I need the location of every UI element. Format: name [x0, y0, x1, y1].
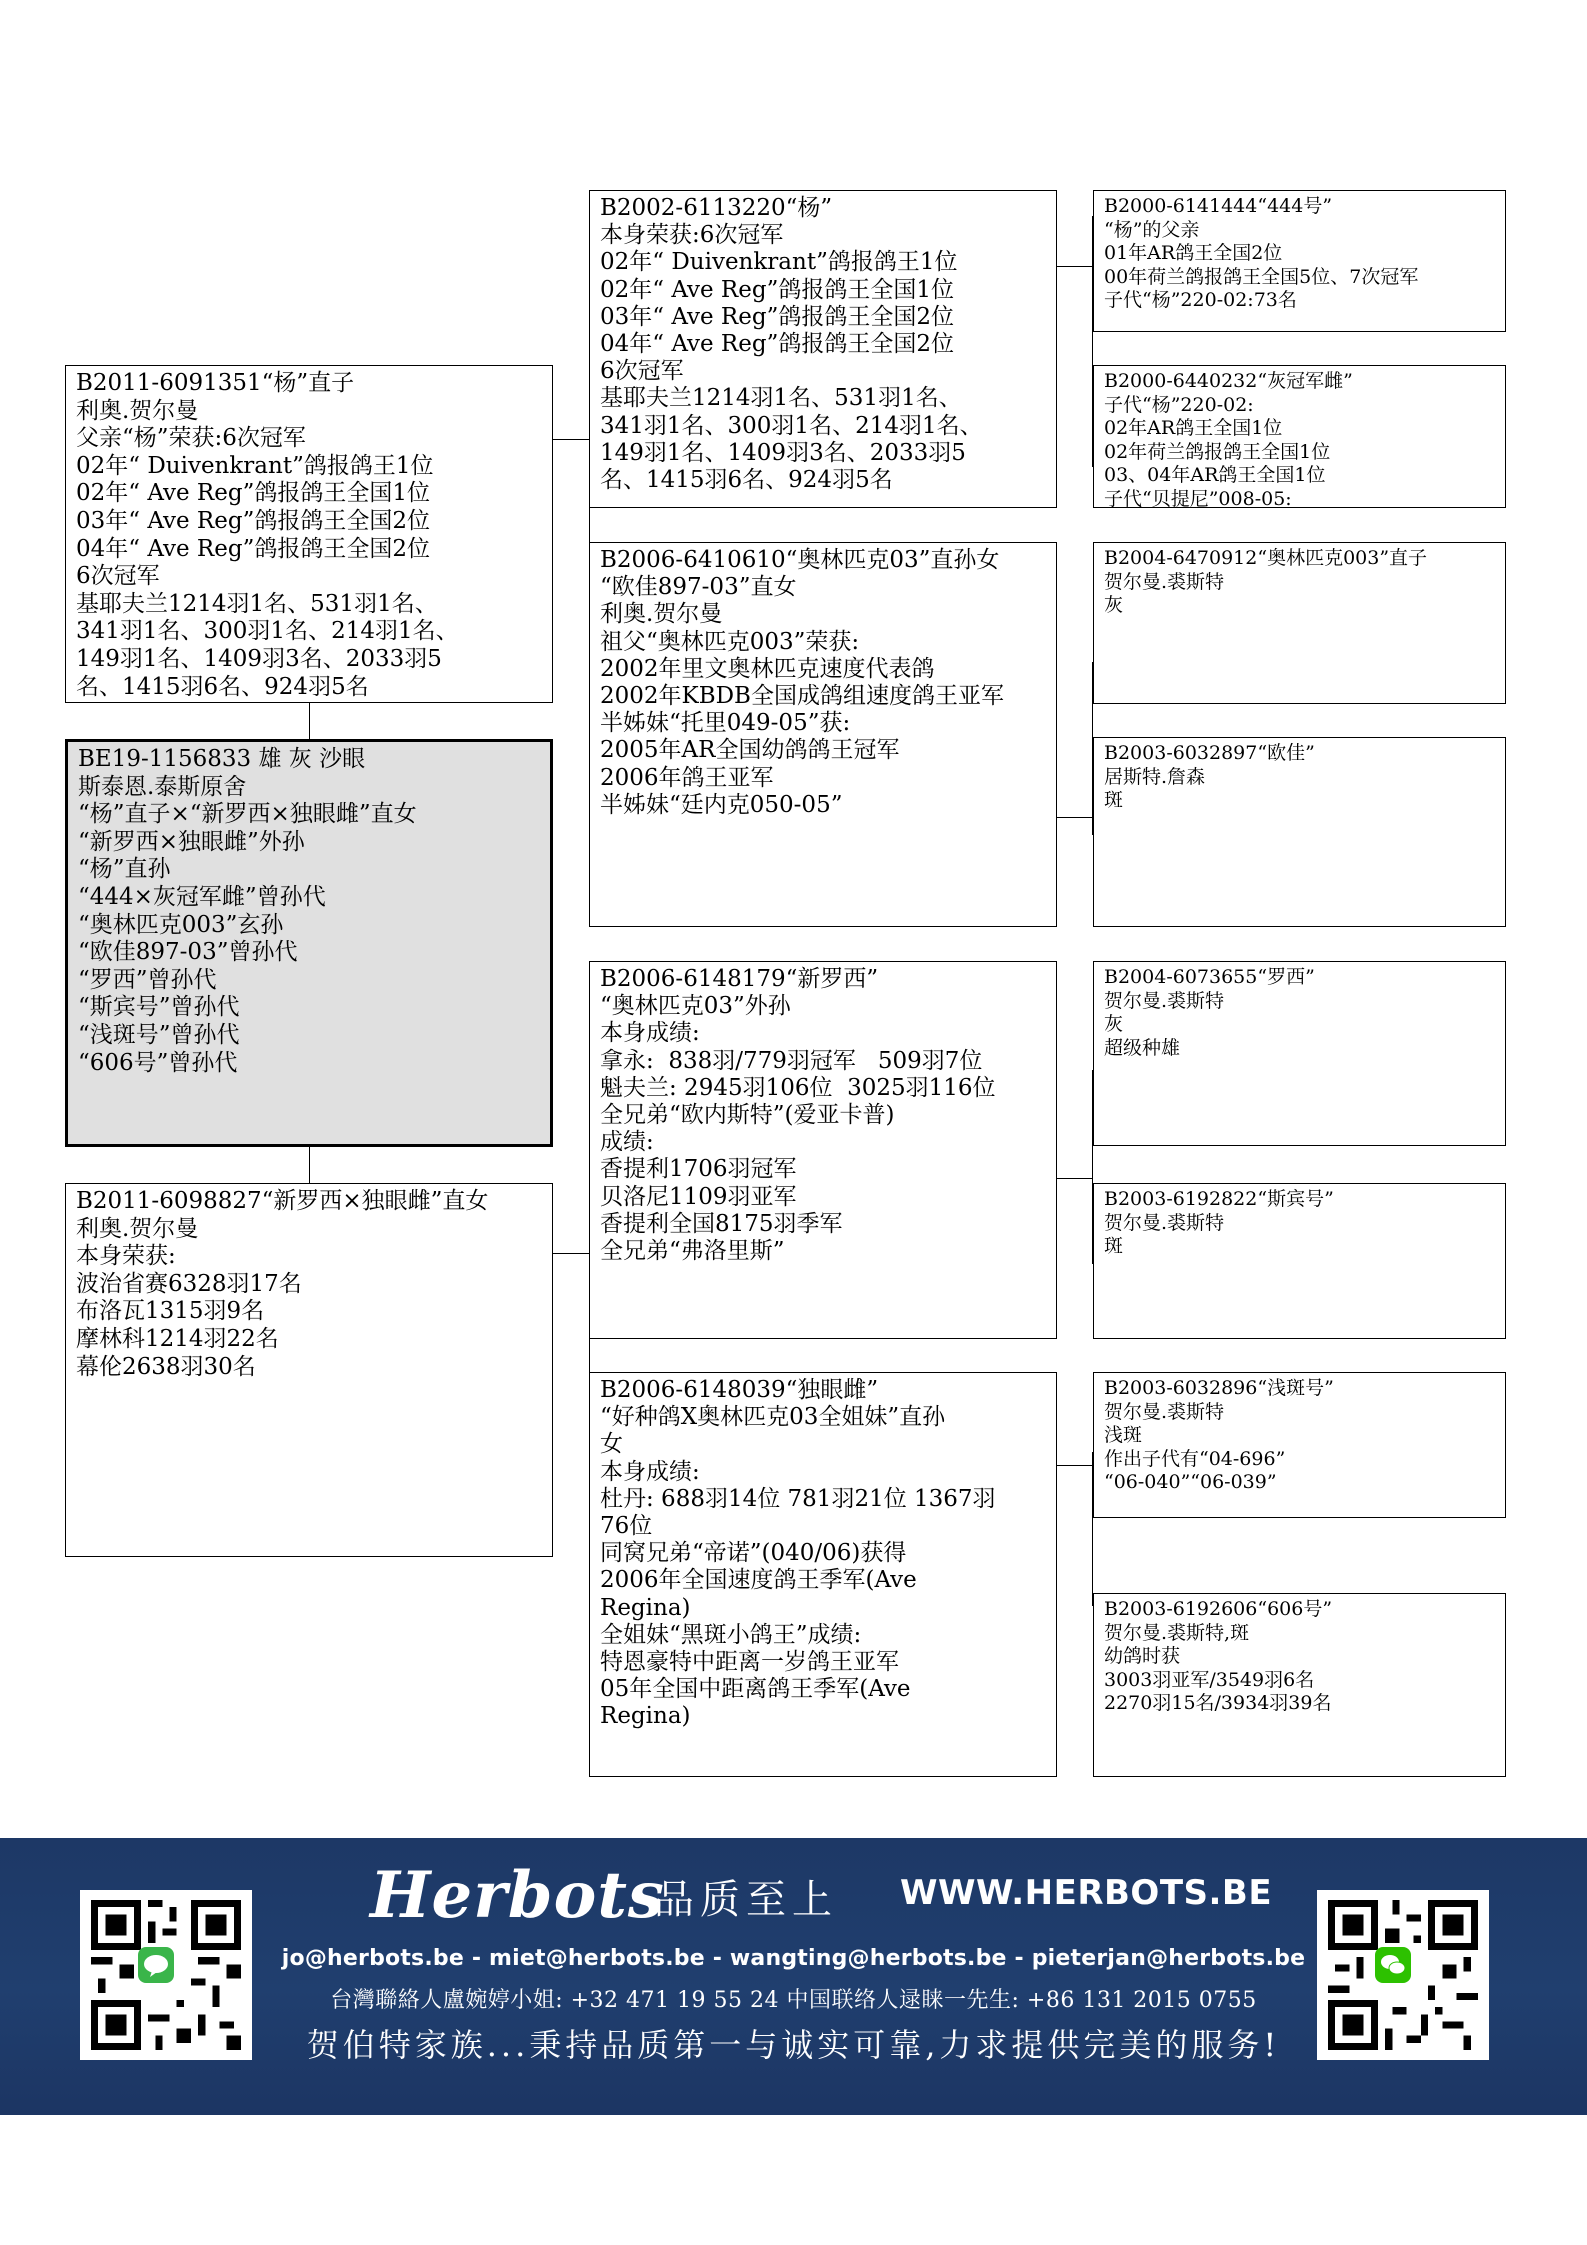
- card-line: B2000-6440232“灰冠军雌”: [1104, 370, 1353, 392]
- card-line: B2000-6141444“444号”: [1104, 195, 1333, 217]
- dam-dam-card: [589, 1372, 1057, 1777]
- card-line: 祖父“奥林匹克003”荣获:: [600, 628, 860, 655]
- card-line: 女: [600, 1431, 623, 1458]
- card-line: 6次冠军: [600, 358, 684, 385]
- card-line: 全兄弟“欧内斯特”(爱亚卡普): [600, 1102, 895, 1129]
- card-line: 2006年鸽王亚军: [600, 764, 774, 791]
- card-line: 6次冠军: [76, 563, 160, 590]
- card-line: 本身荣获:: [76, 1243, 176, 1270]
- sire-card: [65, 365, 553, 703]
- card-line: 02年“ Duivenkrant”鸽报鸽王1位: [600, 249, 958, 276]
- card-line: B2003-6032897“欧佳”: [1104, 742, 1315, 764]
- subject-card: [65, 739, 553, 1147]
- card-line: 03年“ Ave Reg”鸽报鸽王全国2位: [76, 507, 430, 534]
- connector: [1056, 1465, 1092, 1466]
- card-line: “斯宾号”曾孙代: [78, 994, 240, 1021]
- card-line: 本身成绩:: [600, 1458, 700, 1485]
- card-line: “奥林匹克003”玄孙: [78, 911, 284, 938]
- card-line: 2270羽15名/3934羽39名: [1104, 1692, 1332, 1715]
- card-line: 居斯特.詹森: [1104, 765, 1206, 788]
- card-line: B2006-6410610“奥林匹克03”直孙女: [600, 547, 1000, 573]
- card-line: 02年荷兰鸽报鸽王全国1位: [1104, 440, 1331, 463]
- card-line: 布洛瓦1315羽9名: [76, 1298, 265, 1325]
- card-line: “606号”曾孙代: [78, 1049, 238, 1076]
- card-line: 幼鸽时获: [1104, 1645, 1181, 1668]
- card-line: 01年AR鸽王全国2位: [1104, 242, 1283, 265]
- card-line: B2003-6192822“斯宾号”: [1104, 1188, 1334, 1210]
- ancestor-card: [1093, 1593, 1506, 1777]
- connector: [1056, 1178, 1092, 1179]
- card-line: 02年AR鸽王全国1位: [1104, 417, 1283, 440]
- card-line: 02年“ Ave Reg”鸽报鸽王全国1位: [600, 276, 954, 303]
- card-line: 76位: [600, 1513, 653, 1540]
- card-line: 贝洛尼1109羽亚军: [600, 1183, 797, 1210]
- ancestor-card: [1093, 365, 1506, 508]
- card-line: 同窝兄弟“帝诺”(040/06)获得: [600, 1540, 907, 1567]
- website-link[interactable]: WWW.HERBOTS.BE: [900, 1873, 1273, 1913]
- dam-card: [65, 1183, 553, 1557]
- card-line: 子代“杨”220-02:: [1104, 393, 1254, 416]
- card-line: 04年“ Ave Reg”鸽报鸽王全国2位: [76, 535, 430, 562]
- card-line: 贺尔曼.裘斯特: [1104, 1211, 1225, 1234]
- card-line: 斯泰恩.泰斯原舍: [78, 773, 247, 800]
- card-line: 贺尔曼.裘斯特,斑: [1104, 1621, 1250, 1644]
- connector: [552, 439, 589, 440]
- brand-logo: Herbots: [370, 1858, 665, 1933]
- card-line: B2004-6073655“罗西”: [1104, 966, 1315, 988]
- card-line: 灰: [1104, 594, 1124, 617]
- ancestor-card: [1093, 737, 1506, 927]
- card-line: 名、1415羽6名、924羽5名: [600, 467, 893, 494]
- card-line: B2006-6148179“新罗西”: [600, 966, 879, 992]
- card-line: B2002-6113220“杨”: [600, 195, 833, 221]
- card-line: 149羽1名、1409羽3名、2033羽5: [600, 439, 966, 466]
- dam-sire-card: [589, 961, 1057, 1339]
- ancestor-card: [1093, 190, 1506, 332]
- card-line: B2003-6192606“606号”: [1104, 1598, 1333, 1620]
- card-line: “杨”直孙: [78, 856, 171, 883]
- card-line: 02年“ Duivenkrant”鸽报鸽王1位: [76, 452, 434, 479]
- card-line: “欧佳897-03”曾孙代: [78, 939, 298, 966]
- motto: 贺伯特家族...秉持品质第一与诚实可靠,力求提供完美的服务!: [306, 2026, 1281, 2064]
- card-line: 341羽1名、300羽1名、214羽1名、: [600, 412, 983, 439]
- card-line: 贺尔曼.裘斯特: [1104, 989, 1225, 1012]
- card-line: 本身成绩:: [600, 1020, 700, 1047]
- connector: [309, 1146, 310, 1184]
- card-line: 浅斑: [1104, 1424, 1143, 1447]
- card-line: 香提利1706羽冠军: [600, 1156, 797, 1183]
- connector: [1056, 817, 1092, 818]
- card-line: 子代“杨”220-02:73名: [1104, 289, 1297, 312]
- card-line: 基耶夫兰1214羽1名、531羽1名、: [600, 385, 962, 412]
- card-line: “444×灰冠军雌”曾孙代: [78, 883, 326, 910]
- card-line: B2006-6148039“独眼雌”: [600, 1377, 879, 1403]
- card-line: 利奥.贺尔曼: [76, 397, 199, 424]
- card-line: 杜丹: 688羽14位 781羽21位 1367羽: [600, 1485, 996, 1512]
- sire-dam-card: [589, 542, 1057, 927]
- card-line: “欧佳897-03”直女: [600, 574, 797, 601]
- card-line: 2002年KBDB全国成鸽组速度鸽王亚军: [600, 683, 1004, 710]
- card-line: 幕伦2638羽30名: [76, 1353, 256, 1380]
- card-line: 03、04年AR鸽王全国1位: [1104, 464, 1326, 487]
- card-line: “奥林匹克03”外孙: [600, 993, 791, 1020]
- card-line: 斑: [1104, 789, 1124, 812]
- wechat-icon: [1375, 1947, 1411, 1983]
- card-line: 灰: [1104, 1013, 1124, 1036]
- card-line: 特恩豪特中距离一岁鸽王亚军: [600, 1649, 899, 1676]
- card-line: 作出子代有“04-696”: [1104, 1447, 1286, 1470]
- card-line: 00年荷兰鸽报鸽王全国5位、7次冠军: [1104, 265, 1419, 288]
- card-line: “浅斑号”曾孙代: [78, 1021, 240, 1048]
- card-line: 149羽1名、1409羽3名、2033羽5: [76, 645, 442, 672]
- card-line: 摩林科1214羽22名: [76, 1325, 279, 1352]
- card-line: 02年“ Ave Reg”鸽报鸽王全国1位: [76, 480, 430, 507]
- wechat-qr-code[interactable]: [1317, 1890, 1489, 2060]
- card-line: “06-040”“06-039”: [1104, 1471, 1277, 1494]
- card-line: Regina): [600, 1703, 691, 1730]
- card-line: 03年“ Ave Reg”鸽报鸽王全国2位: [600, 303, 954, 330]
- card-line: BE19-1156833 雄 灰 沙眼: [78, 746, 366, 772]
- card-line: 本身荣获:6次冠军: [600, 222, 784, 249]
- card-line: “好种鸽X奥林匹克03全姐妹”直孙: [600, 1404, 946, 1431]
- ancestor-card: [1093, 542, 1506, 704]
- card-line: 全姐妹“黑斑小鸽王”成绩:: [600, 1621, 862, 1648]
- card-line: 2006年全国速度鸽王季军(Ave: [600, 1567, 917, 1594]
- ancestor-card: [1093, 1183, 1506, 1339]
- card-line: 名、1415羽6名、924羽5名: [76, 673, 369, 700]
- connector: [1056, 266, 1092, 267]
- card-line: 基耶夫兰1214羽1名、531羽1名、: [76, 590, 438, 617]
- card-line: 波治省赛6328羽17名: [76, 1270, 302, 1297]
- card-line: B2003-6032896“浅斑号”: [1104, 1377, 1334, 1399]
- card-line: 贺尔曼.裘斯特: [1104, 570, 1225, 593]
- card-line: Regina): [600, 1594, 691, 1621]
- ancestor-card: [1093, 1372, 1506, 1518]
- card-line: 3003羽亚军/3549羽6名: [1104, 1668, 1315, 1691]
- card-line: 拿永: 838羽/779羽冠军 509羽7位: [600, 1047, 983, 1074]
- card-line: “杨”的父亲: [1104, 218, 1200, 241]
- contact-phones: 台灣聯絡人盧婉婷小姐: +32 471 19 55 24 中国联络人逯睐一先生: +86 131 2015 0755: [330, 1988, 1257, 2013]
- card-line: 贺尔曼.裘斯特: [1104, 1400, 1225, 1423]
- card-line: 半姊妹“廷内克050-05”: [600, 791, 843, 818]
- card-line: B2011-6098827“新罗西×独眼雌”直女: [76, 1188, 489, 1214]
- sire-sire-card: [589, 190, 1057, 508]
- card-line: 魁夫兰: 2945羽106位 3025羽116位: [600, 1074, 996, 1101]
- card-line: 超级种雄: [1104, 1036, 1181, 1059]
- card-line: 子代“贝提尼”008-05:: [1104, 487, 1292, 508]
- ancestor-card: [1093, 961, 1506, 1146]
- card-line: 香提利全国8175羽季军: [600, 1210, 843, 1237]
- card-line: 全兄弟“弗洛里斯”: [600, 1238, 785, 1265]
- footer-banner: [0, 1838, 1587, 2115]
- card-line: 341羽1名、300羽1名、214羽1名、: [76, 618, 459, 645]
- card-line: B2011-6091351“杨”直子: [76, 370, 355, 396]
- slogan: 品质至上: [654, 1877, 838, 1923]
- card-line: “罗西”曾孙代: [78, 966, 217, 993]
- email-list[interactable]: jo@herbots.be - miet@herbots.be - wangting@herbots.be - pieterjan@herbots.be: [281, 1946, 1306, 1971]
- card-line: 父亲“杨”荣获:6次冠军: [76, 425, 306, 452]
- card-line: 04年“ Ave Reg”鸽报鸽王全国2位: [600, 331, 954, 358]
- card-line: “新罗西×独眼雌”外孙: [78, 828, 305, 855]
- card-line: 斑: [1104, 1235, 1124, 1258]
- card-line: 成绩:: [600, 1129, 654, 1156]
- card-line: 利奥.贺尔曼: [600, 601, 723, 628]
- connector: [552, 1253, 589, 1254]
- card-line: 05年全国中距离鸽王季军(Ave: [600, 1676, 911, 1703]
- card-line: B2004-6470912“奥林匹克003”直子: [1104, 547, 1428, 569]
- card-line: “杨”直子×“新罗西×独眼雌”直女: [78, 801, 417, 828]
- card-line: 半姊妹“托里049-05”获:: [600, 710, 851, 737]
- card-line: 2005年AR全国幼鸽鸽王冠军: [600, 737, 900, 764]
- card-line: 利奥.贺尔曼: [76, 1215, 199, 1242]
- card-line: 2002年里文奥林匹克速度代表鸽: [600, 655, 935, 682]
